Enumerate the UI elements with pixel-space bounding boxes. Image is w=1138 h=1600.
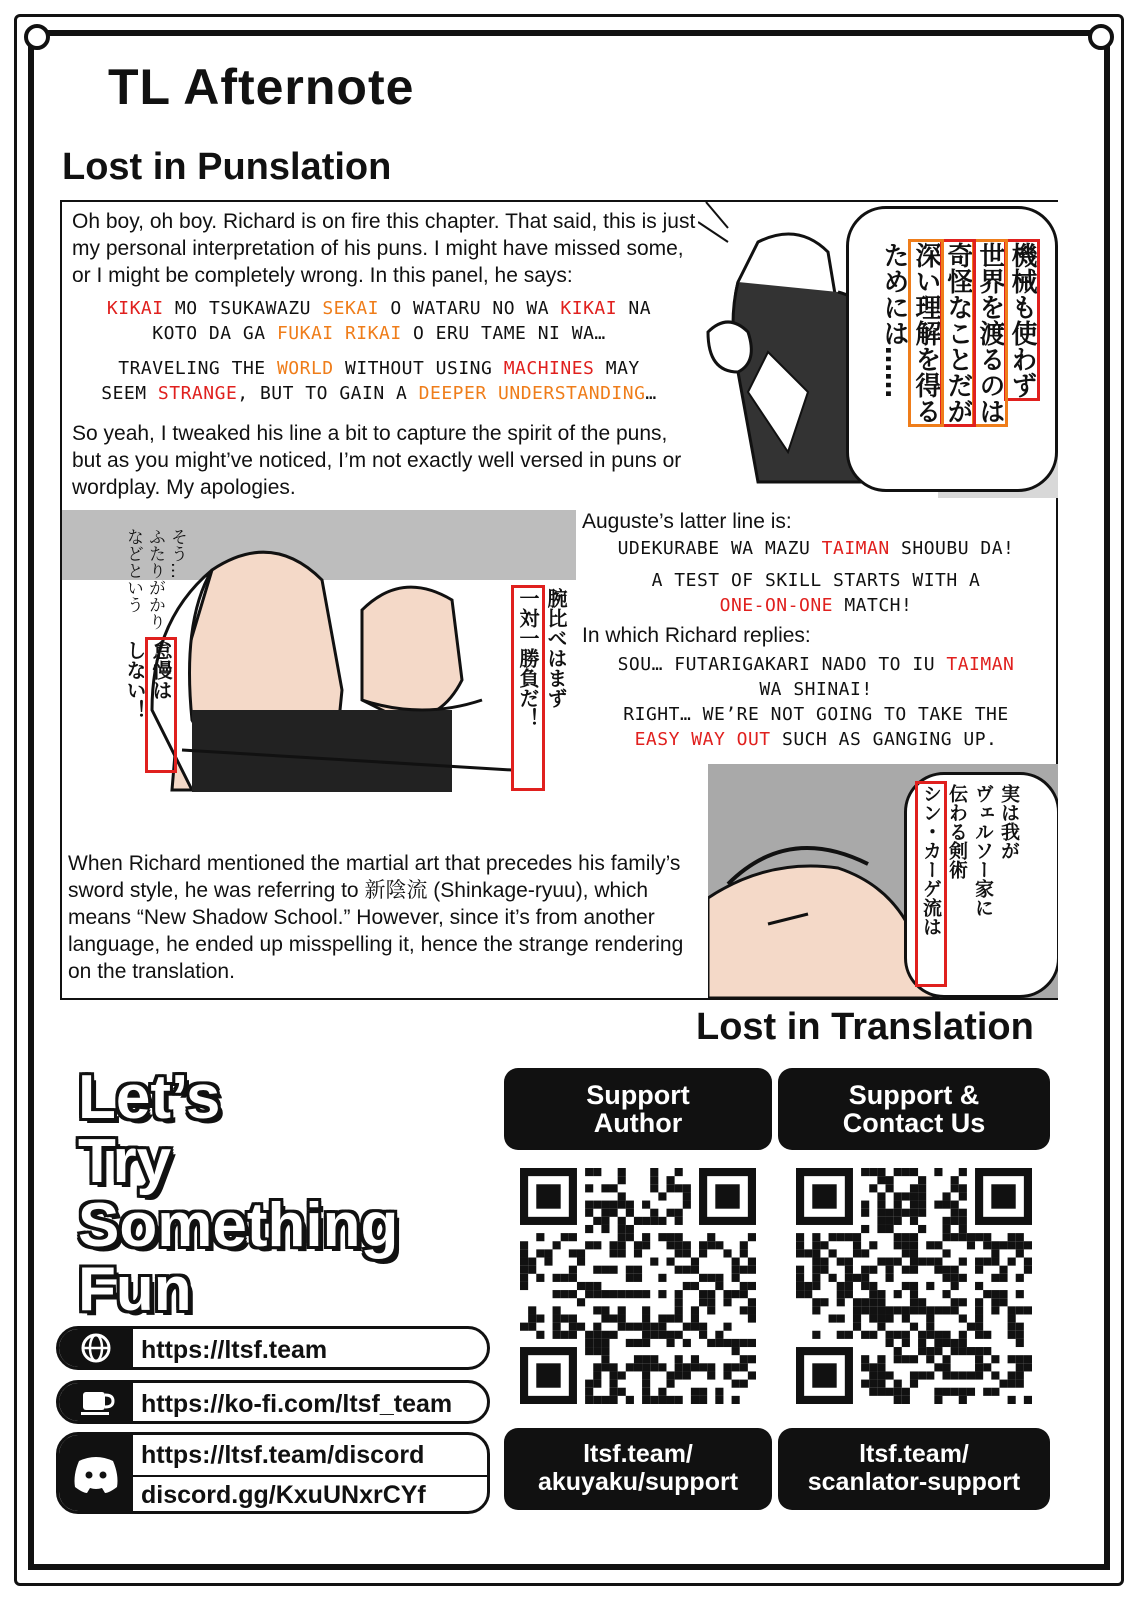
- website-url: https://ltsf.team: [141, 1336, 328, 1364]
- vline-4: 深い理解を得る: [911, 242, 941, 424]
- page-title: TL Afternote: [108, 59, 415, 115]
- discord-invite: discord.gg/KxuUNxrCYf: [141, 1481, 426, 1509]
- richard-reply-intro: In which Richard replies:: [582, 624, 811, 647]
- qr-code-author[interactable]: [520, 1168, 756, 1404]
- romaji-quote-1: KIKAI MO TSUKAWAZU SEKAI O WATARU NO WA KIKAI NA KOTO DA GA FUKAI RIKAI O ERU TAME NI WA…: [106, 298, 652, 344]
- intro-paragraph: Oh boy, oh boy. Richard is on fire this chapter. That said, this is just my personal interpretation of his puns. I might have missed some, or I might be completely wrong. In this panel, he says:: [72, 210, 696, 287]
- apology-paragraph: So yeah, I tweaked his line a bit to capture the spirit of the puns, but as you might’ve noticed, I’m not exactly well versed in puns or wordplay. My apologies.: [72, 422, 682, 499]
- vline-3: 奇怪なことだが: [943, 242, 973, 424]
- kikai-highlight: 機械も使わず: [1007, 242, 1037, 398]
- support-author-button[interactable]: Support Author: [504, 1068, 772, 1150]
- section-heading-punslation: Lost in Punslation: [62, 146, 392, 188]
- vline-5: ためには……: [879, 242, 909, 398]
- shinkage-paragraph: When Richard mentioned the martial art that precedes his family’s sword style, he was referring to 新陰流 (Shinkage-ryuu), which means “New Shadow School.” However, since it’s from another language, he ended up misspelling it, hence the strange rendering on the translation.: [68, 852, 684, 983]
- kofi-link[interactable]: [56, 1380, 490, 1424]
- corner-ornament-top-left: [24, 24, 50, 50]
- discord-url: https://ltsf.team/discord: [141, 1441, 425, 1469]
- qr-code-contact-graphic: [796, 1168, 1032, 1404]
- bubble-text-shinkage: 実は我が ヴェルソー家に 伝わる剣術 シン・カーゲ流は: [918, 784, 1022, 984]
- vline-2: 世界を渡るのは: [975, 242, 1005, 424]
- punslation-panel: [60, 200, 1058, 1000]
- discord-divider: [133, 1475, 487, 1477]
- website-link[interactable]: [56, 1326, 490, 1370]
- manga-panel-auguste: [62, 510, 576, 792]
- support-us-button[interactable]: Support & Contact Us: [778, 1068, 1050, 1150]
- bubble-text-richard-reply: そう… ふたりがかり などという: [123, 528, 187, 630]
- section-heading-translation: Lost in Translation: [696, 1006, 1034, 1048]
- discord-icon: [59, 1435, 133, 1511]
- scanlator-support-url-button[interactable]: ltsf.team/ scanlator-support: [778, 1428, 1050, 1510]
- discord-link[interactable]: [56, 1432, 490, 1514]
- qr-code-contact[interactable]: [796, 1168, 1032, 1404]
- author-support-url-button[interactable]: ltsf.team/ akuyaku/support: [504, 1428, 772, 1510]
- manga-panel-shinkage: [708, 764, 1058, 998]
- globe-icon: [59, 1329, 133, 1367]
- bubble-text-1: [878, 242, 1038, 472]
- corner-ornament-top-right: [1088, 24, 1114, 50]
- english-quote-1: TRAVELING THE WORLD WITHOUT USING MACHINES MAY SEEM STRANGE, BUT TO GAIN A DEEPER UNDERSTANDING…: [101, 358, 657, 404]
- bubble-text-auguste: 腕比べはまず 一対一勝負だ！: [514, 588, 570, 788]
- bubble-text-taiman-left: 怠慢は しない！: [122, 640, 174, 770]
- vline-1: [1006, 242, 1038, 472]
- richard-reply-quote: SOU… FUTARIGAKARI NADO TO IU TAIMAN WA SHINAI! RIGHT… WE’RE NOT GOING TO TAKE THE EASY WAY OUT SUCH AS GANGING UP.: [617, 654, 1015, 750]
- coffee-cup-icon: [59, 1383, 133, 1421]
- brand-logo-text: Let’s Try Something Fun: [78, 1063, 399, 1324]
- auguste-translation: A TEST OF SKILL STARTS WITH A ONE-ON-ONE MATCH!: [651, 570, 981, 616]
- auguste-quote: UDEKURABE WA MAZU TAIMAN SHOUBU DA!: [617, 538, 1015, 559]
- auguste-intro: Auguste’s latter line is:: [582, 510, 792, 533]
- kofi-url: https://ko-fi.com/ltsf_team: [141, 1390, 453, 1418]
- qr-code-author-graphic: [520, 1168, 756, 1404]
- manga-panel-richard-puns: [698, 202, 1058, 498]
